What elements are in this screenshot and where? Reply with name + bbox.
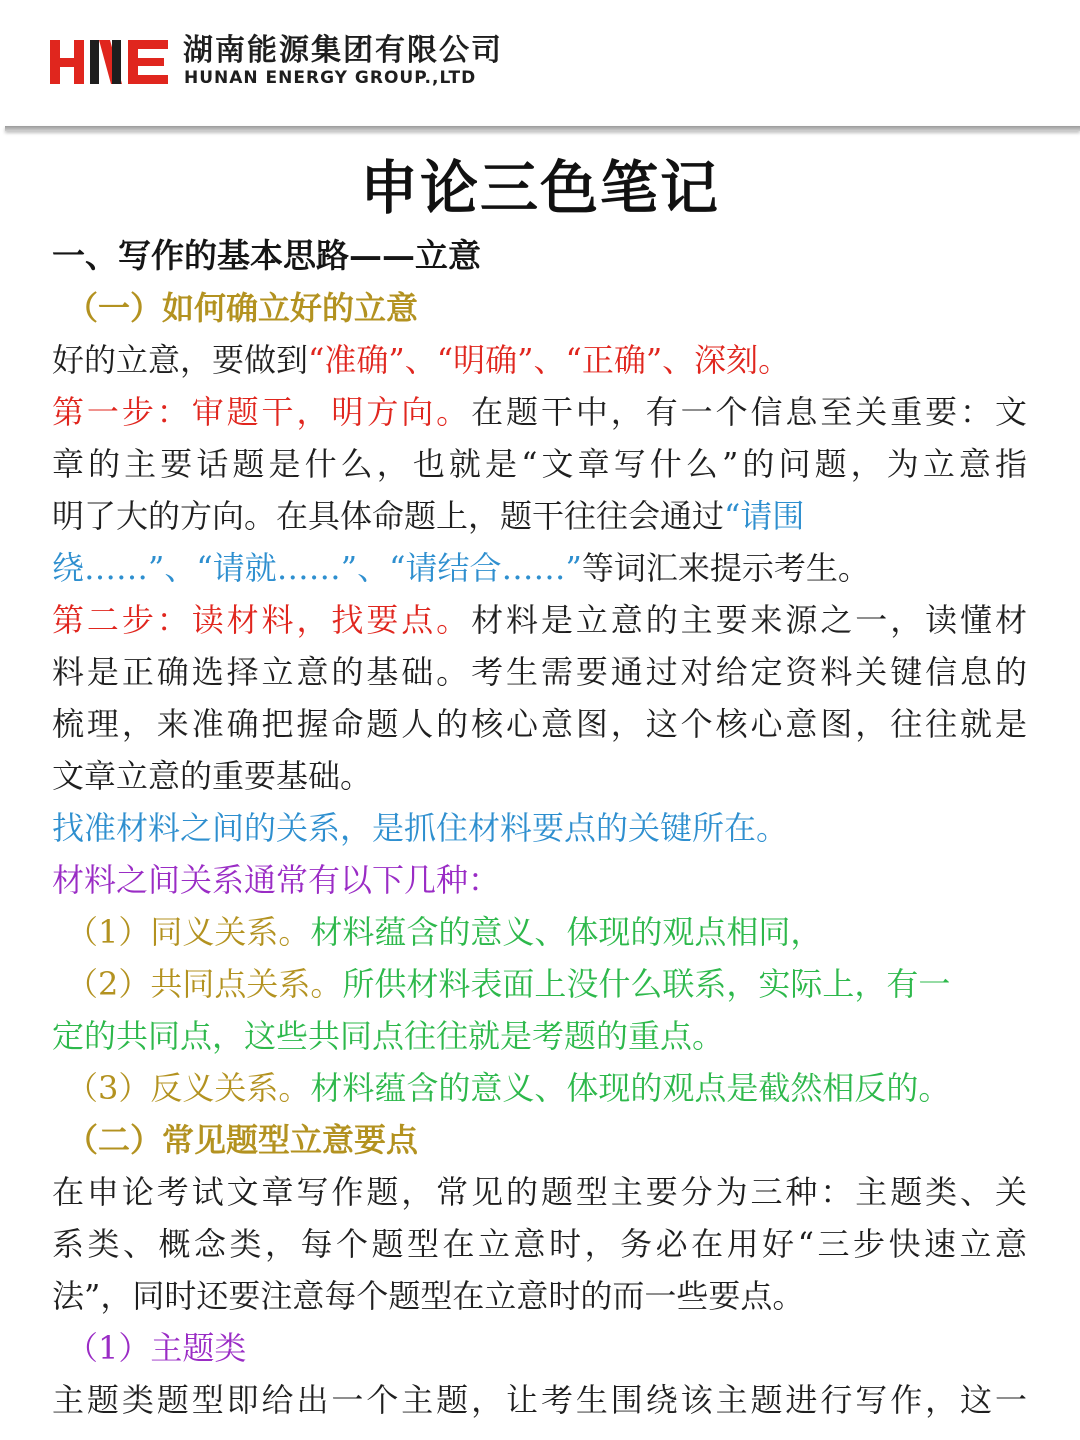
- type-heading-1: （1）主题类: [66, 1329, 247, 1367]
- step2-line-1: [52, 594, 1027, 646]
- step1-text-4: 等词汇来提示考生。: [581, 549, 870, 587]
- document-body: [52, 230, 1027, 1426]
- hne-logo-icon: [50, 37, 170, 87]
- step2-line-4: 文章立意的重要基础。: [52, 757, 373, 795]
- types-line-3: 法”，同时还要注意每个题型在立意时的而一些要点。: [52, 1277, 805, 1315]
- header-divider: [5, 126, 1080, 131]
- step2-line-3: 梳理，来准确把握命题人的核心意图，这个核心意图，往往就是: [52, 705, 1027, 743]
- step1-line-2: 章的主要话题是什么，也就是“文章写什么”的问题，为立意指: [52, 445, 1027, 483]
- relation-item-3-label: （3）反义关系。: [66, 1069, 311, 1107]
- relation-item-1-text: 材料蕴含的意义、体现的观点相同，: [310, 913, 823, 951]
- relation-item-3-text: 材料蕴含的意义、体现的观点是截然相反的。: [310, 1069, 951, 1107]
- brand-name-cn: 湖南能源集团有限公司: [183, 33, 503, 68]
- step1-highlight-3: “请围: [724, 497, 805, 535]
- paragraph-1: [52, 334, 1027, 386]
- page-title: 申论三色笔记: [359, 154, 720, 222]
- section-heading-1: 一、写作的基本思路——立意: [52, 236, 481, 275]
- relation-item-1: [52, 906, 1027, 958]
- relation-key-note: 找准材料之间的关系，是抓住材料要点的关键所在。: [52, 809, 789, 847]
- relation-item-2-label: （2）共同点关系。: [66, 965, 343, 1003]
- paragraph-1-text: 好的立意，要做到: [52, 341, 309, 379]
- relation-types-intro: 材料之间关系通常有以下几种：: [52, 861, 501, 899]
- header: [0, 0, 1080, 128]
- types-line-2: 系类、概念类，每个题型在立意时，务必在用好“三步快速立意: [52, 1225, 1027, 1263]
- types-line-1: 在申论考试文章写作题，常见的题型主要分为三种：主题类、关: [52, 1173, 1027, 1211]
- step2-text-1: 材料是立意的主要来源之一，读懂材: [471, 601, 1027, 639]
- step1-line-1: [52, 386, 1027, 438]
- step1-text-3: 明了大的方向。在具体命题上，题干往往会通过: [52, 497, 725, 535]
- step1-line-3: [52, 490, 1027, 542]
- step1-line-4: [52, 542, 1027, 594]
- relation-item-2-cont: 定的共同点，这些共同点往往就是考题的重点。: [52, 1017, 725, 1055]
- step2-line-2: 料是正确选择立意的基础。考生需要通过对给定资料关键信息的: [52, 653, 1027, 691]
- relation-item-1-label: （1）同义关系。: [66, 913, 311, 951]
- subsection-heading-1: （一）如何确立好的立意: [66, 289, 419, 327]
- step2-label: 第二步：读材料，找要点。: [52, 601, 472, 639]
- relation-item-2-text: 所供材料表面上没什么联系，实际上，有一: [342, 965, 951, 1003]
- paragraph-1-highlight: “准确”、“明确”、“正确”、深刻。: [308, 341, 791, 379]
- step1-text-1: 在题干中，有一个信息至关重要：文: [471, 393, 1027, 431]
- subsection-heading-2: （二）常见题型立意要点: [66, 1121, 419, 1159]
- step1-highlight-4: 绕……”、“请就……”、“请结合……”: [52, 549, 582, 587]
- relation-item-2: [52, 958, 1027, 1010]
- step1-label: 第一步：审题干，明方向。: [52, 393, 472, 431]
- type-1-line-1: 主题类题型即给出一个主题，让考生围绕该主题进行写作，这一: [52, 1381, 1027, 1419]
- relation-item-3: [52, 1062, 1027, 1114]
- brand-name-en: HUNAN ENERGY GROUP.,LTD: [184, 68, 477, 88]
